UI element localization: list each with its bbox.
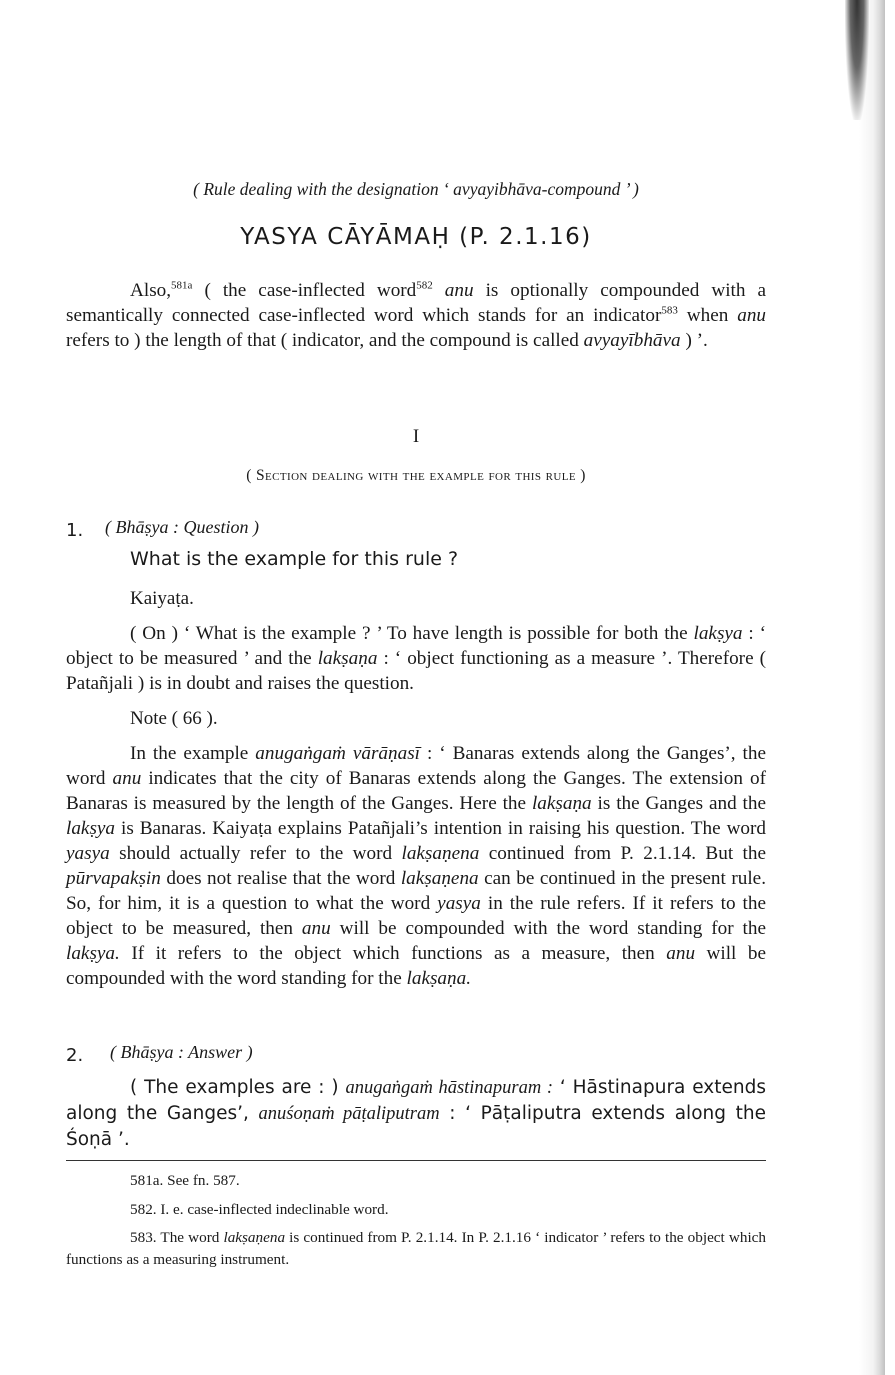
- footnote-rule: [66, 1160, 766, 1161]
- item1-question: What is the example for this rule ?: [130, 548, 459, 570]
- item2-number: 2.: [66, 1045, 84, 1066]
- section-numeral: I: [412, 426, 420, 447]
- intro-paragraph: Also,$^{581a}$ ( the case-inflected word$^{582}$ anu is optionally compounded with a semantically connected case-inflected word which stands for an indicator$^{583}$ when anu refers to ) the length of that ( indicator, and the compound is called avyayībhāva ) ’.: [66, 279, 766, 351]
- section-title: ( Section dealing with the example for this rule ): [246, 467, 586, 484]
- item1-label: ( Bhāṣya : Question ): [105, 517, 259, 537]
- item2-label: ( Bhāṣya : Answer ): [110, 1042, 253, 1062]
- kaiyata-label: Kaiyaṭa.: [130, 588, 194, 609]
- footnote-583: 583. The word lakṣaṇena is continued from P. 2.1.14. In P. 2.1.16 ‘ indicator ’ refers to the object which functions as a measuring instrument.: [66, 1229, 766, 1268]
- page-edge-shadow: [859, 0, 885, 1375]
- note-label: Note ( 66 ).: [130, 708, 218, 729]
- kaiyata-paragraph: ( On ) ‘ What is the example ? ’ To have length is possible for both the lakṣya : ‘ object to be measured ’ and the lakṣaṇa : ‘ object functioning as a measure ’. Therefore ( Patañjali ) is in doubt and raises the question.: [66, 623, 767, 694]
- footnote-582: 582. I. e. case-inflected indeclinable word.: [130, 1201, 389, 1218]
- note-paragraph: In the example anugaṅgaṁ vārāṇasī : ‘ Banaras extends along the Ganges’, the word anu indicates that the city of Banaras extends along the Ganges. The extension of Banaras is measured by the length of the Ganges. Here the lakṣaṇa is the Ganges and the lakṣya is Banaras. Kaiyaṭa explains Patañjali’s intention in raising his question. The word yasya should actually refer to the word lakṣaṇena continued from P. 2.1.14. But the pūrvapakṣin does not realise that the word lakṣaṇena can be continued in the present rule. So, for him, it is a question to what the word yasya in the rule refers. If it refers to the object to be measured, then anu will be compounded with the word standing for the lakṣya. If it refers to the object which functions as a measure, then anu will be compounded with the word standing for the lakṣaṇa.: [66, 743, 767, 989]
- answer-paragraph: ( The examples are : ) anugaṅgaṁ hāstinapuram : ‘ Hāstinapura extends along the Ganges’, anuśoṇaṁ pāṭaliputram : ‘ Pāṭaliputra extends along the Śoṇā ’.: [66, 1077, 766, 1150]
- item1-number: 1.: [66, 520, 84, 541]
- rule-subtitle: ( Rule dealing with the designation ‘ avyayibhāva-compound ’ ): [193, 179, 639, 199]
- page-edge-mark: [845, 0, 869, 120]
- rule-title: YASYA CĀYĀMAḤ (P. 2.1.16): [240, 224, 592, 250]
- footnote-581a: 581a. See fn. 587.: [130, 1172, 240, 1189]
